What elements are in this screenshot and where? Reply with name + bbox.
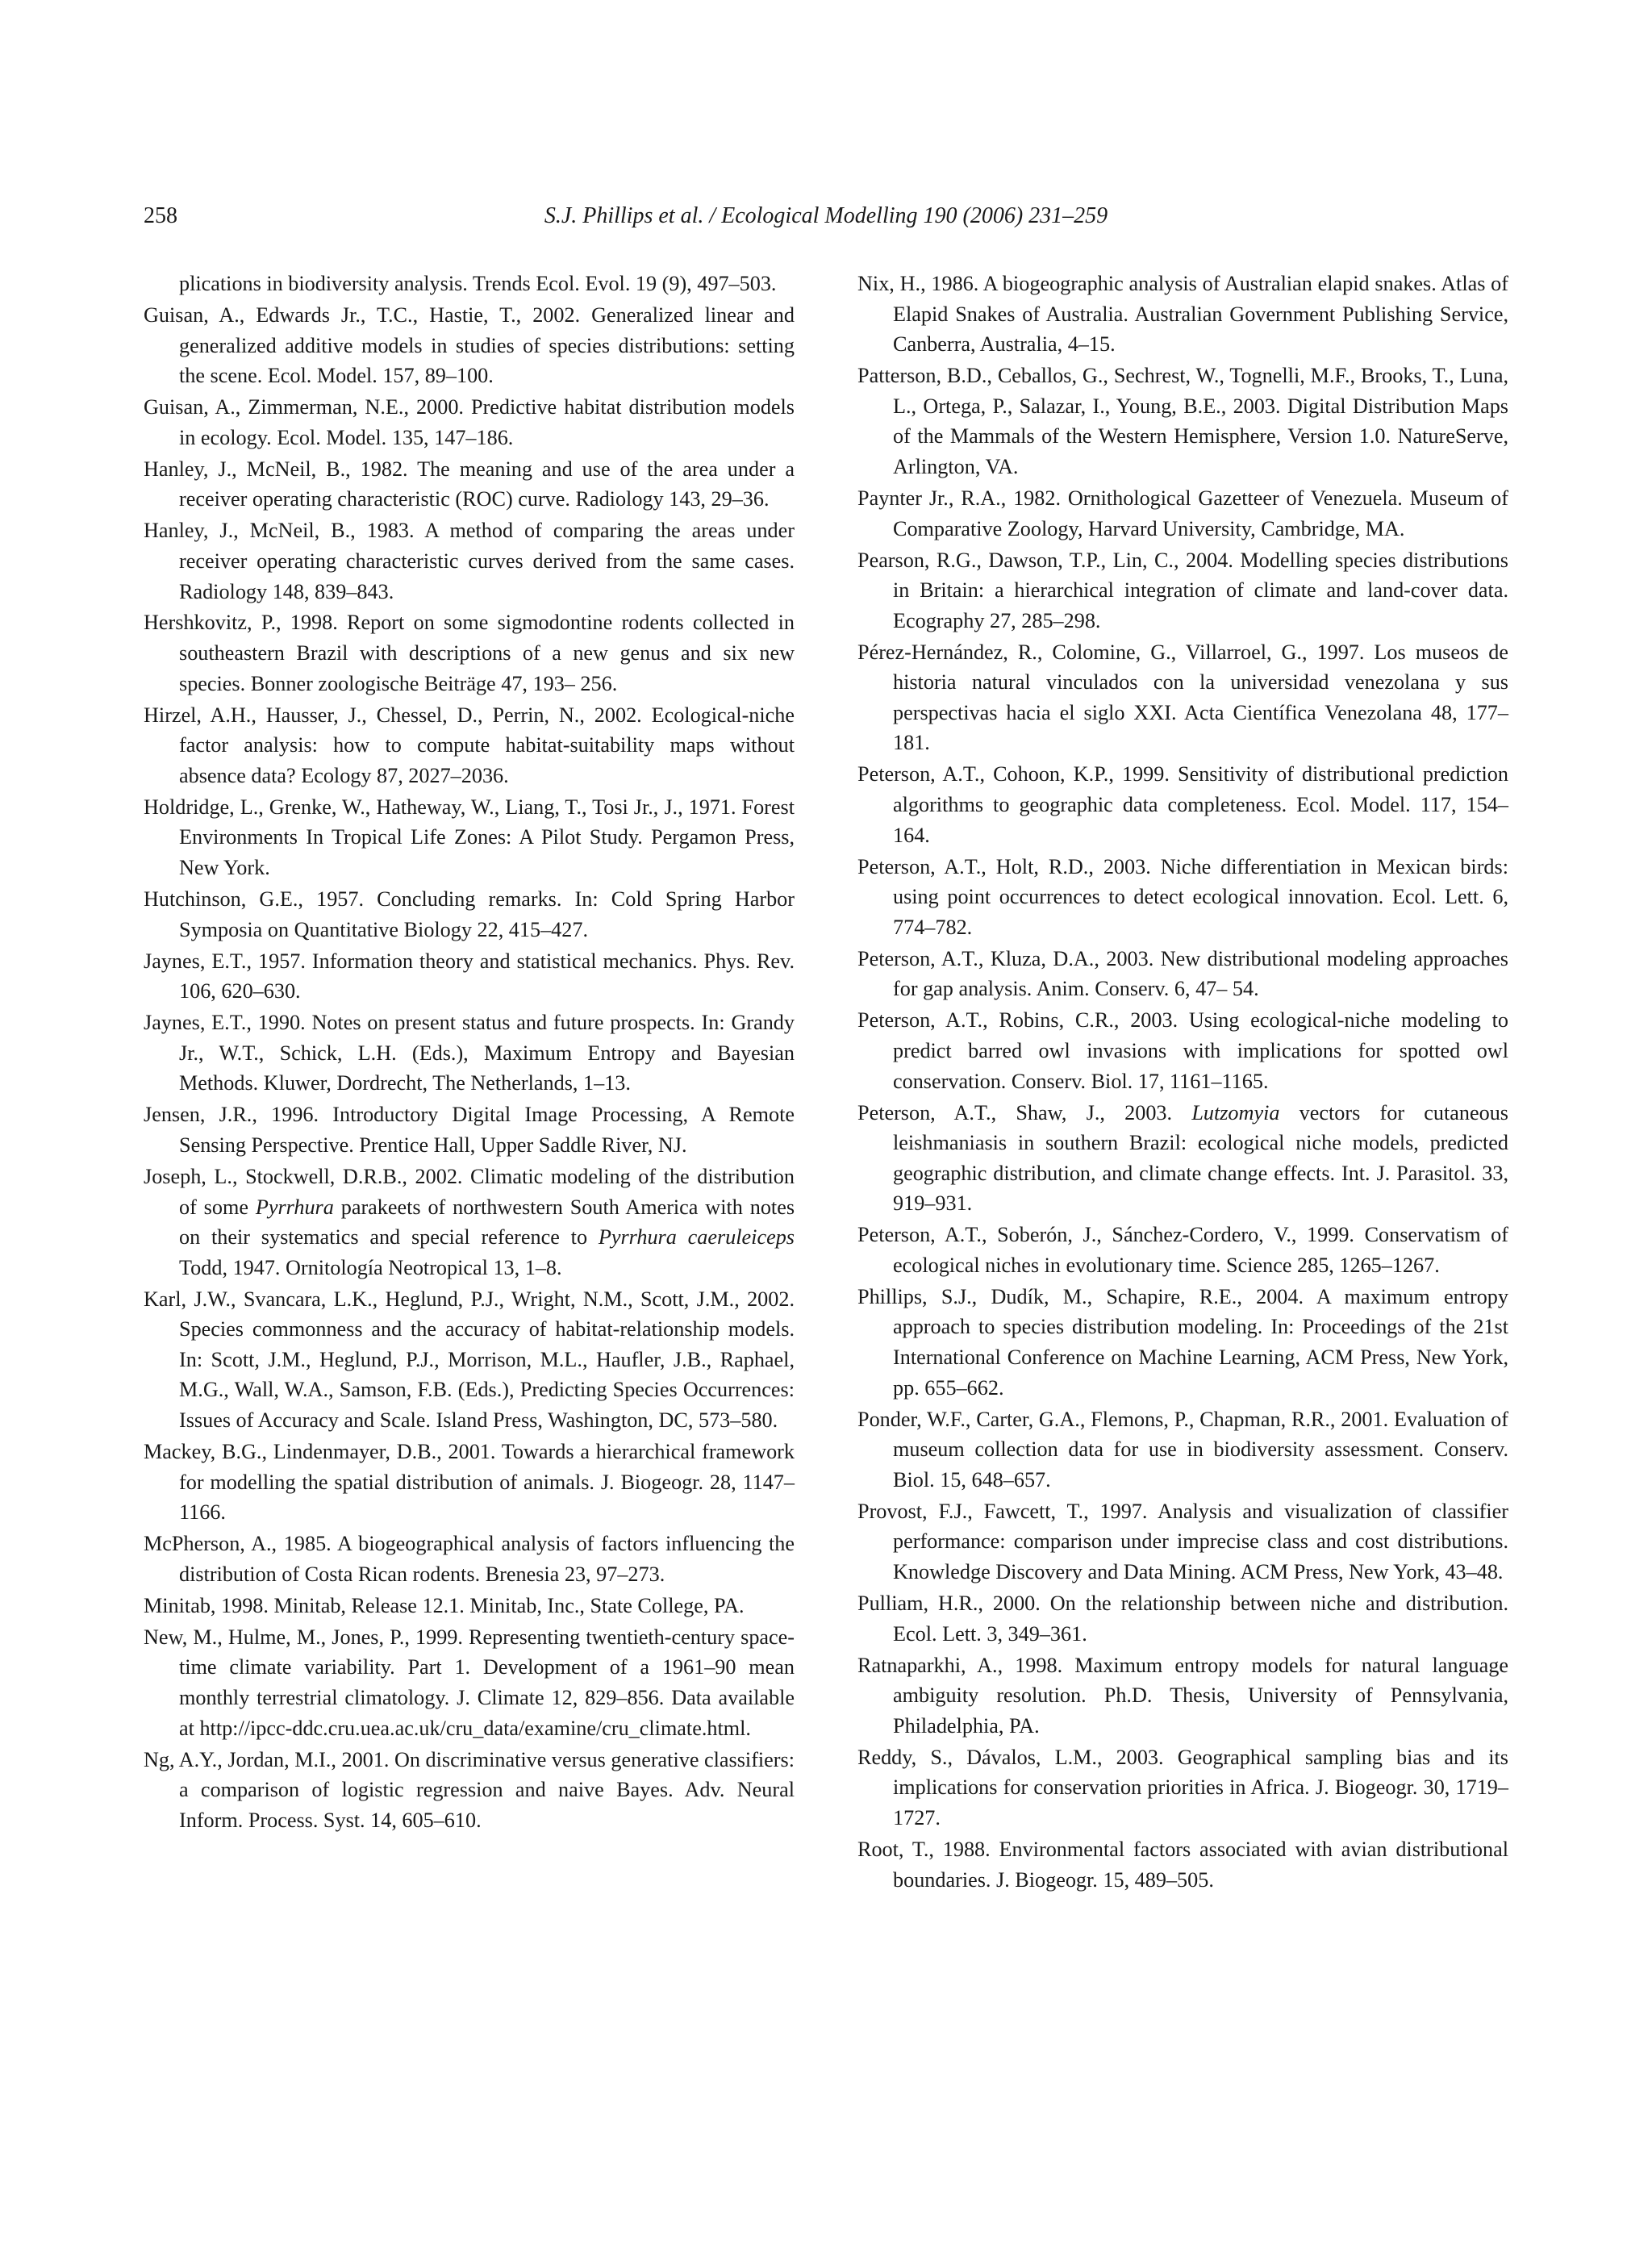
reference-text: vectors for cutaneous leishmaniasis in southern Brazil: ecological niche models, predicted geographic distribution, and climate change effects. Int. J. Parasitol. 33, 919–931.	[893, 1100, 1509, 1216]
reference-entry: Hutchinson, G.E., 1957. Concluding remarks. In: Cold Spring Harbor Symposia on Quantitative Biology 22, 415–427.	[144, 887, 795, 941]
reference-entry: Mackey, B.G., Lindenmayer, D.B., 2001. Towards a hierarchical framework for modelling the spatial distribution of animals. J. Biogeogr. 28, 1147–1166.	[144, 1440, 795, 1525]
reference-entry: Hershkovitz, P., 1998. Report on some sigmodontine rodents collected in southeastern Brazil with descriptions of a new genus and six new species. Bonner zoologische Beiträge 47, 193– 256.	[144, 611, 795, 695]
reference-entry: Ng, A.Y., Jordan, M.I., 2001. On discriminative versus generative classifiers: a comparison of logistic regression and naive Bayes. Adv. Neural Inform. Process. Syst. 14, 605–610.	[144, 1747, 795, 1832]
reference-entry: Nix, H., 1986. A biogeographic analysis of Australian elapid snakes. Atlas of Elapid Snakes of Australia. Australian Government Publishing Service, Canberra, Australia, 4–15.	[857, 272, 1508, 357]
reference-entry: McPherson, A., 1985. A biogeographical analysis of factors influencing the distribution of Costa Rican rodents. Brenesia 23, 97–273.	[144, 1532, 795, 1586]
reference-entry: Minitab, 1998. Minitab, Release 12.1. Minitab, Inc., State College, PA.	[144, 1593, 745, 1617]
reference-entry	[144, 1162, 795, 1283]
reference-entry: Phillips, S.J., Dudík, M., Schapire, R.E., 2004. A maximum entropy approach to species distribution modeling. In: Proceedings of the 21st International Conference on Machine Learning, ACM Press, New York, pp. 655–662.	[857, 1284, 1508, 1400]
page-number: 258	[144, 203, 177, 228]
reference-entry: Reddy, S., Dávalos, L.M., 2003. Geographical sampling bias and its implications for conservation priorities in Africa. J. Biogeogr. 30, 1719–1727.	[857, 1745, 1508, 1830]
reference-entry: Ratnaparkhi, A., 1998. Maximum entropy models for natural language ambiguity resolution. Ph.D. Thesis, University of Pennsylvania, Philadelphia, PA.	[857, 1653, 1508, 1738]
reference-entry: Hanley, J., McNeil, B., 1983. A method of comparing the areas under receiver operating characteristic curves derived from the same cases. Radiology 148, 839–843.	[144, 519, 795, 603]
references-left-column	[144, 269, 795, 1837]
italic-taxon-name: Lutzomyia	[1191, 1100, 1280, 1124]
reference-entry: Guisan, A., Zimmerman, N.E., 2000. Predictive habitat distribution models in ecology. Ecol. Model. 135, 147–186.	[144, 395, 795, 449]
references-right-column	[857, 269, 1508, 1896]
reference-entry: New, M., Hulme, M., Jones, P., 1999. Representing twentieth-century space-time climate variability. Part 1. Development of a 1961–90 mean monthly terrestrial climatology. J. Climate 12, 829–856. Data available at http://ipcc-ddc.cru.uea.ac.uk/cru_data/examine/cru_climate.html.	[144, 1625, 795, 1740]
reference-entry: Hanley, J., McNeil, B., 1982. The meaning and use of the area under a receiver operating characteristic (ROC) curve. Radiology 143, 29–36.	[144, 457, 795, 511]
reference-text: Peterson, A.T., Shaw, J., 2003.	[857, 1100, 1192, 1124]
reference-entry: Peterson, A.T., Soberón, J., Sánchez-Cordero, V., 1999. Conservatism of ecological niches in evolutionary time. Science 285, 1265–1267.	[857, 1223, 1508, 1277]
reference-entry: Pulliam, H.R., 2000. On the relationship between niche and distribution. Ecol. Lett. 3, 349–361.	[857, 1592, 1508, 1646]
reference-entry: Pearson, R.G., Dawson, T.P., Lin, C., 2004. Modelling species distributions in Britain: a hierarchical integration of climate and land-cover data. Ecography 27, 285–298.	[857, 548, 1508, 632]
reference-entry: Jaynes, E.T., 1957. Information theory and statistical mechanics. Phys. Rev. 106, 620–630.	[144, 949, 795, 1003]
reference-entry: Peterson, A.T., Holt, R.D., 2003. Niche differentiation in Mexican birds: using point occurrences to detect ecological innovation. Ecol. Lett. 6, 774–782.	[857, 854, 1508, 939]
reference-entry: Guisan, A., Edwards Jr., T.C., Hastie, T., 2002. Generalized linear and generalized additive models in studies of species distributions: setting the scene. Ecol. Model. 157, 89–100.	[144, 302, 795, 388]
reference-entry: Jaynes, E.T., 1990. Notes on present status and future prospects. In: Grandy Jr., W.T., Schick, L.H. (Eds.), Maximum Entropy and Bayesian Methods. Kluwer, Dordrecht, The Netherlands, 1–13.	[144, 1011, 795, 1095]
reference-text: parakeets of northwestern South America with notes on their systematics and special reference to	[179, 1195, 795, 1250]
reference-entry: Paynter Jr., R.A., 1982. Ornithological Gazetteer of Venezuela. Museum of Comparative Zoology, Harvard University, Cambridge, MA.	[857, 486, 1508, 540]
reference-entry: Karl, J.W., Svancara, L.K., Heglund, P.J., Wright, N.M., Scott, J.M., 2002. Species commonness and the accuracy of habitat-relationship models. In: Scott, J.M., Heglund, P.J., Morrison, M.L., Haufler, J.B., Raphael, M.G., Wall, W.A., Samson, F.B. (Eds.), Predicting Species Occurrences: Issues of Accuracy and Scale. Island Press, Washington, DC, 573–580.	[144, 1287, 795, 1433]
reference-text: Joseph, L., Stockwell, D.R.B., 2002. Climatic modeling of the distribution of some	[144, 1164, 795, 1219]
reference-entry: Ponder, W.F., Carter, G.A., Flemons, P., Chapman, R.R., 2001. Evaluation of museum collection data for use in biodiversity assessment. Conserv. Biol. 15, 648–657.	[857, 1407, 1508, 1492]
reference-text: Todd, 1947. Ornitología Neotropical 13, 1–8.	[179, 1255, 562, 1279]
reference-entry: Jensen, J.R., 1996. Introductory Digital Image Processing, A Remote Sensing Perspective. Prentice Hall, Upper Saddle River, NJ.	[144, 1103, 795, 1157]
italic-taxon-name: Pyrrhura	[255, 1195, 334, 1219]
reference-entry: Peterson, A.T., Cohoon, K.P., 1999. Sensitivity of distributional prediction algorithms to geographic data completeness. Ecol. Model. 117, 154–164.	[857, 762, 1508, 847]
reference-entry: Holdridge, L., Grenke, W., Hatheway, W., Liang, T., Tosi Jr., J., 1971. Forest Environments In Tropical Life Zones: A Pilot Study. Pergamon Press, New York.	[144, 795, 795, 880]
reference-entry: plications in biodiversity analysis. Trends Ecol. Evol. 19 (9), 497–503.	[179, 272, 777, 295]
page-header	[144, 203, 1508, 236]
reference-entry: Peterson, A.T., Robins, C.R., 2003. Using ecological-niche modeling to predict barred owl invasions with implications for spotted owl conservation. Conserv. Biol. 17, 1161–1165.	[857, 1008, 1508, 1093]
italic-taxon-name: Pyrrhura caeruleiceps	[598, 1225, 795, 1250]
reference-entry: Root, T., 1988. Environmental factors associated with avian distributional boundaries. J. Biogeogr. 15, 489–505.	[857, 1837, 1508, 1892]
reference-entry: Pérez-Hernández, R., Colomine, G., Villarroel, G., 1997. Los museos de historia natural vinculados con la universidad venezolana y sus perspectivas hacia el siglo XXI. Acta Científica Venezolana 48, 177–181.	[857, 640, 1508, 755]
reference-entry	[857, 1098, 1508, 1219]
reference-entry: Provost, F.J., Fawcett, T., 1997. Analysis and visualization of classifier performance: comparison under imprecise class and cost distributions. Knowledge Discovery and Data Mining. ACM Press, New York, 43–48.	[857, 1499, 1508, 1584]
running-title: S.J. Phillips et al. / Ecological Modelling 190 (2006) 231–259	[544, 203, 1108, 228]
reference-entry: Patterson, B.D., Ceballos, G., Sechrest, W., Tognelli, M.F., Brooks, T., Luna, L., Ortega, P., Salazar, I., Young, B.E., 2003. Digital Distribution Maps of the Mammals of the Western Hemisphere, Version 1.0. NatureServe, Arlington, VA.	[857, 364, 1508, 478]
reference-entry: Peterson, A.T., Kluza, D.A., 2003. New distributional modeling approaches for gap analysis. Anim. Conserv. 6, 47– 54.	[857, 946, 1508, 1001]
reference-entry: Hirzel, A.H., Hausser, J., Chessel, D., Perrin, N., 2002. Ecological-niche factor analysis: how to compute habitat-suitability maps without absence data? Ecology 87, 2027–2036.	[144, 703, 795, 787]
